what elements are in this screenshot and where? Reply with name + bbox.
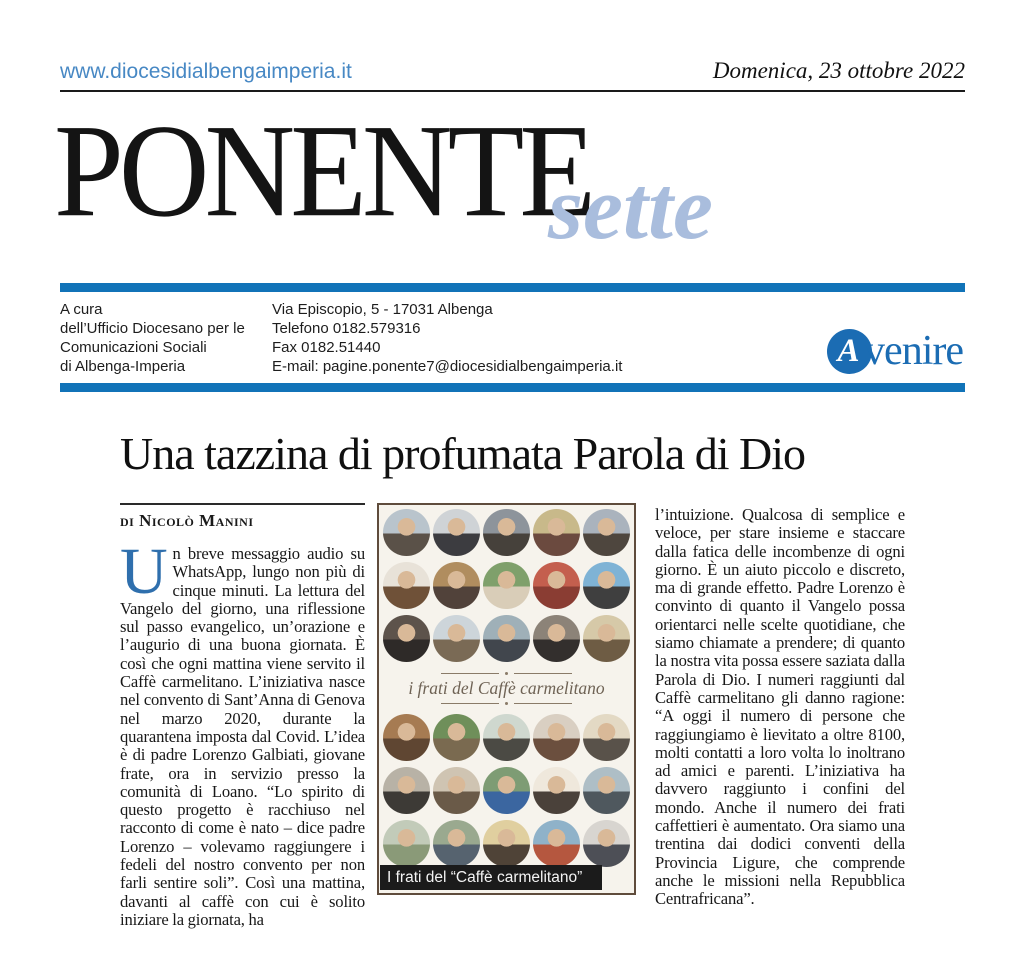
right-column <box>655 503 905 940</box>
friar-portrait <box>433 714 480 761</box>
ornament-divider <box>441 702 572 705</box>
byline-rule <box>120 503 365 505</box>
friar-portrait <box>433 562 480 609</box>
photo-row <box>383 615 630 662</box>
blue-divider-bottom <box>60 383 965 392</box>
avvenire-logo-text: venire <box>864 328 963 374</box>
fax-line: Fax 0182.51440 <box>272 339 381 356</box>
friar-portrait <box>383 714 430 761</box>
friar-portrait <box>533 820 580 867</box>
left-column-text: n breve messaggio audio su WhatsApp, lungo non più di cinque minuti. La lettura del Vangelo del giorno, una riflessione sul passo evangelico, un’orazione e l’augurio di una buona giornata. È così che ogni mattina viene servito il Caffè carmelitano. L’iniziativa nasce nel convento di Sant’Anna di Genova nel marzo 2020, durante la quarantena imposta dal Covid. L’idea è di padre Lorenzo Galbiati, giovane frate, ora in servizio presso la comunità di Loano. “Lo spirito di questo progetto è racchiuso nel racconto di come è nato – dice padre Lorenzo – volevamo raggiungere i fedeli del nostro convento per non farli sentire soli”. Così una mattina, davanti al caffè con cui è solito iniziare la giornata, ha <box>120 544 365 929</box>
friar-portrait <box>583 562 630 609</box>
photo-row <box>383 714 630 761</box>
masthead-subtitle: sette <box>548 159 713 258</box>
photo-row <box>383 820 630 867</box>
photo-row <box>383 509 630 556</box>
friar-portrait <box>483 509 530 556</box>
friar-portrait <box>383 820 430 867</box>
column-gap <box>636 503 655 940</box>
website-url: www.diocesidialbengaimperia.it <box>60 60 352 83</box>
blue-divider-top <box>60 283 965 292</box>
friar-portrait <box>533 509 580 556</box>
friar-portrait <box>433 509 480 556</box>
column-gap <box>365 503 377 940</box>
drop-cap: U <box>120 535 168 608</box>
masthead <box>54 96 965 273</box>
phone-line: Telefono 0182.579316 <box>272 320 421 337</box>
curator-info <box>60 300 265 376</box>
curator-line: A cura <box>60 301 103 318</box>
article-text-right: l’intuizione. Qualcosa di semplice e veloce, per stare insieme e staccare dalla fatica delle incombenze di ogni giorno. È un aiuto piccolo e discreto, ma di grande effetto. Padre Lorenzo è convinto di quanto il Vangelo possa orientarci nelle scelte quotidiane, che siamo chiamate a prendere; di quanto la nostra vita possa essere saziata dalla Parola di Dio. I numeri raggiunti dal Caffè carmelitano gli danno ragione: “A oggi il numero di persone che raggiungiamo è lievitato a oltre 8100, molti contatti a loro volta lo inoltrano ad amici e parenti. L’iniziativa ha davvero raggiunto i confini del mondo. Anche il numero dei frati caffettieri è aumentato. Ora siamo una trentina dai dodici conventi della Provincia Ligure, che comprende anche le missioni nella Repubblica Centrafricana”. <box>655 505 905 909</box>
friar-portrait <box>583 767 630 814</box>
curator-line: di Albenga-Imperia <box>60 358 186 375</box>
photo-grid <box>383 509 630 662</box>
curator-line: Comunicazioni Sociali <box>60 339 207 356</box>
curator-line: dell’Ufficio Diocesano per le <box>60 320 245 337</box>
friar-portrait <box>383 562 430 609</box>
friar-portrait <box>533 562 580 609</box>
email-line: E-mail: pagine.ponente7@diocesidialbengaimperia.it <box>272 358 623 375</box>
friar-portrait <box>483 714 530 761</box>
friar-portrait <box>533 767 580 814</box>
photo-grid <box>383 714 630 867</box>
top-bar <box>60 58 965 90</box>
friar-portrait <box>583 714 630 761</box>
photo-caption-bar: I frati del “Caffè carmelitano” <box>380 865 602 890</box>
edition-date: Domenica, 23 ottobre 2022 <box>712 58 965 83</box>
friar-portrait <box>383 615 430 662</box>
friar-portrait <box>533 714 580 761</box>
address-info <box>272 300 692 376</box>
left-column <box>120 503 365 940</box>
friar-portrait <box>383 767 430 814</box>
contact-block <box>60 300 965 378</box>
photo-row <box>383 562 630 609</box>
friar-portrait <box>583 820 630 867</box>
ornament-divider <box>441 672 572 675</box>
masthead-title: PONENTE <box>54 96 592 245</box>
photo-inner-caption: i frati del Caffè carmelitano <box>408 677 605 698</box>
article-columns <box>120 503 905 940</box>
friar-portrait <box>483 562 530 609</box>
friar-portrait <box>433 615 480 662</box>
address-line: Via Episcopio, 5 - 17031 Albenga <box>272 301 493 318</box>
friar-portrait <box>483 820 530 867</box>
top-rule-divider <box>60 90 965 92</box>
article-headline: Una tazzina di profumata Parola di Dio <box>120 428 805 479</box>
photo-figure <box>377 503 636 895</box>
photo-row <box>383 767 630 814</box>
friar-portrait <box>533 615 580 662</box>
friar-portrait <box>433 820 480 867</box>
avvenire-logo <box>827 328 963 374</box>
friar-portrait <box>583 509 630 556</box>
friar-portrait <box>483 615 530 662</box>
photo-inner-caption-band <box>383 662 630 714</box>
friar-portrait <box>483 767 530 814</box>
friar-portrait <box>383 509 430 556</box>
article-text-left <box>120 535 365 929</box>
friar-portrait <box>583 615 630 662</box>
byline: di Nicolò Manini <box>120 511 254 530</box>
friar-portrait <box>433 767 480 814</box>
avvenire-a-icon: A <box>827 329 872 374</box>
